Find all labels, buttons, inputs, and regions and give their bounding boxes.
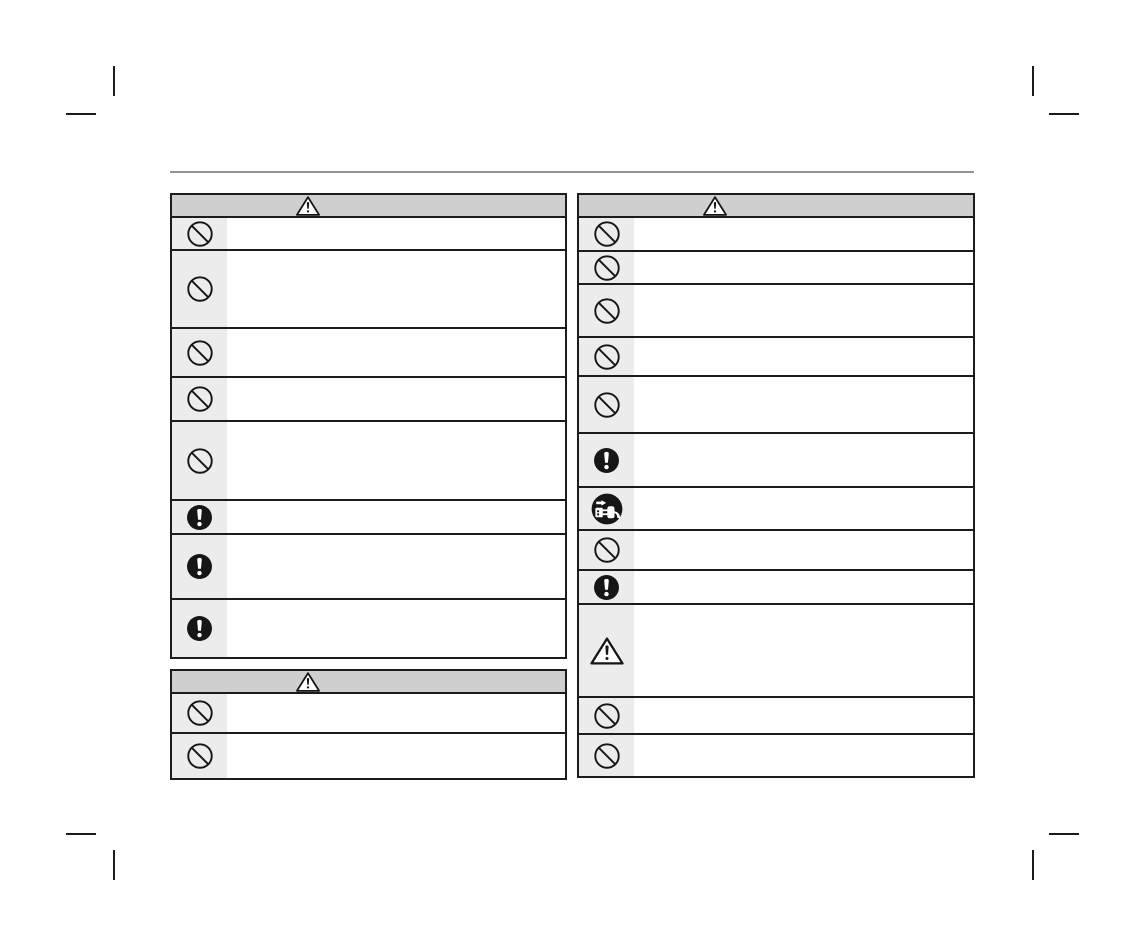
- caution-triangle-icon: [590, 636, 624, 666]
- row-text-cell: [227, 600, 565, 657]
- row-icon-cell: [172, 329, 227, 376]
- table-header: [579, 195, 973, 218]
- warning-row: [172, 734, 565, 778]
- row-text-cell: [634, 434, 973, 486]
- crop-mark-top-right-vertical: [1032, 66, 1034, 96]
- row-text-cell: [634, 531, 973, 569]
- row-text-cell: [227, 329, 565, 376]
- row-icon-cell: [579, 252, 634, 283]
- crop-mark-bottom-left-horizontal: [66, 833, 96, 835]
- row-icon-cell: [579, 605, 634, 696]
- row-icon-cell: [172, 218, 227, 249]
- warning-row: [172, 600, 565, 657]
- row-icon-cell: [579, 434, 634, 486]
- prohibition-icon: [186, 275, 214, 303]
- warning-row: [579, 377, 973, 434]
- warning-row: [579, 218, 973, 252]
- prohibition-icon: [593, 702, 621, 730]
- warning-table-right: [577, 193, 975, 778]
- crop-mark-top-right-horizontal: [1049, 113, 1079, 115]
- table-header: [172, 195, 565, 218]
- row-icon-cell: [172, 694, 227, 732]
- warning-row: [172, 501, 565, 535]
- row-text-cell: [634, 218, 973, 250]
- unplug-icon: [590, 492, 624, 526]
- warning-row: [579, 605, 973, 698]
- prohibition-icon: [186, 385, 214, 413]
- row-icon-cell: [579, 285, 634, 336]
- warning-row: [172, 218, 565, 251]
- prohibition-icon: [186, 339, 214, 367]
- row-icon-cell: [172, 734, 227, 778]
- warning-row: [579, 338, 973, 377]
- caution-table-left: [170, 669, 567, 780]
- table-header: [172, 671, 565, 694]
- row-icon-cell: [579, 218, 634, 250]
- row-text-cell: [634, 285, 973, 336]
- warning-triangle-icon: [293, 671, 323, 692]
- prohibition-icon: [593, 254, 621, 282]
- warning-row: [579, 434, 973, 488]
- prohibition-icon: [593, 536, 621, 564]
- mandatory-icon: [593, 447, 620, 474]
- row-text-cell: [634, 605, 973, 696]
- row-text-cell: [634, 252, 973, 283]
- warning-table-left: [170, 193, 567, 659]
- section-rule: [170, 171, 974, 173]
- row-icon-cell: [172, 378, 227, 420]
- warning-row: [579, 735, 973, 776]
- prohibition-icon: [593, 742, 621, 770]
- row-text-cell: [227, 694, 565, 732]
- row-text-cell: [227, 378, 565, 420]
- crop-mark-top-left-vertical: [113, 66, 115, 96]
- crop-mark-bottom-right-vertical: [1032, 850, 1034, 880]
- prohibition-icon: [593, 343, 621, 371]
- warning-row: [579, 571, 973, 605]
- prohibition-icon: [593, 220, 621, 248]
- row-text-cell: [227, 422, 565, 499]
- row-text-cell: [227, 535, 565, 598]
- prohibition-icon: [186, 699, 214, 727]
- row-icon-cell: [579, 338, 634, 375]
- prohibition-icon: [186, 447, 214, 475]
- row-icon-cell: [579, 735, 634, 776]
- warning-row: [172, 329, 565, 378]
- warning-row: [172, 378, 565, 422]
- row-icon-cell: [579, 698, 634, 733]
- row-text-cell: [634, 735, 973, 776]
- row-text-cell: [634, 698, 973, 733]
- row-text-cell: [634, 571, 973, 603]
- crop-mark-bottom-left-vertical: [113, 850, 115, 880]
- warning-row: [172, 535, 565, 600]
- mandatory-icon: [186, 553, 213, 580]
- mandatory-icon: [186, 615, 213, 642]
- warning-row: [579, 698, 973, 735]
- prohibition-icon: [186, 220, 214, 248]
- mandatory-icon: [593, 574, 620, 601]
- row-icon-cell: [579, 571, 634, 603]
- row-icon-cell: [579, 377, 634, 432]
- row-icon-cell: [579, 488, 634, 529]
- crop-mark-bottom-right-horizontal: [1049, 833, 1079, 835]
- warning-row: [172, 422, 565, 501]
- row-icon-cell: [579, 531, 634, 569]
- warning-row: [579, 285, 973, 338]
- crop-mark-top-left-horizontal: [66, 113, 96, 115]
- warning-row: [579, 252, 973, 285]
- prohibition-icon: [593, 297, 621, 325]
- row-text-cell: [227, 501, 565, 533]
- row-text-cell: [634, 338, 973, 375]
- row-icon-cell: [172, 501, 227, 533]
- mandatory-icon: [186, 504, 213, 531]
- row-icon-cell: [172, 535, 227, 598]
- prohibition-icon: [186, 742, 214, 770]
- warning-triangle-icon: [293, 195, 323, 216]
- warning-row: [172, 251, 565, 329]
- row-icon-cell: [172, 422, 227, 499]
- row-icon-cell: [172, 600, 227, 657]
- row-icon-cell: [172, 251, 227, 327]
- row-text-cell: [227, 251, 565, 327]
- row-text-cell: [227, 734, 565, 778]
- prohibition-icon: [593, 391, 621, 419]
- row-text-cell: [227, 218, 565, 249]
- row-text-cell: [634, 377, 973, 432]
- row-text-cell: [634, 488, 973, 529]
- warning-row: [579, 531, 973, 571]
- warning-row: [172, 694, 565, 734]
- warning-row: [579, 488, 973, 531]
- warning-triangle-icon: [700, 195, 730, 216]
